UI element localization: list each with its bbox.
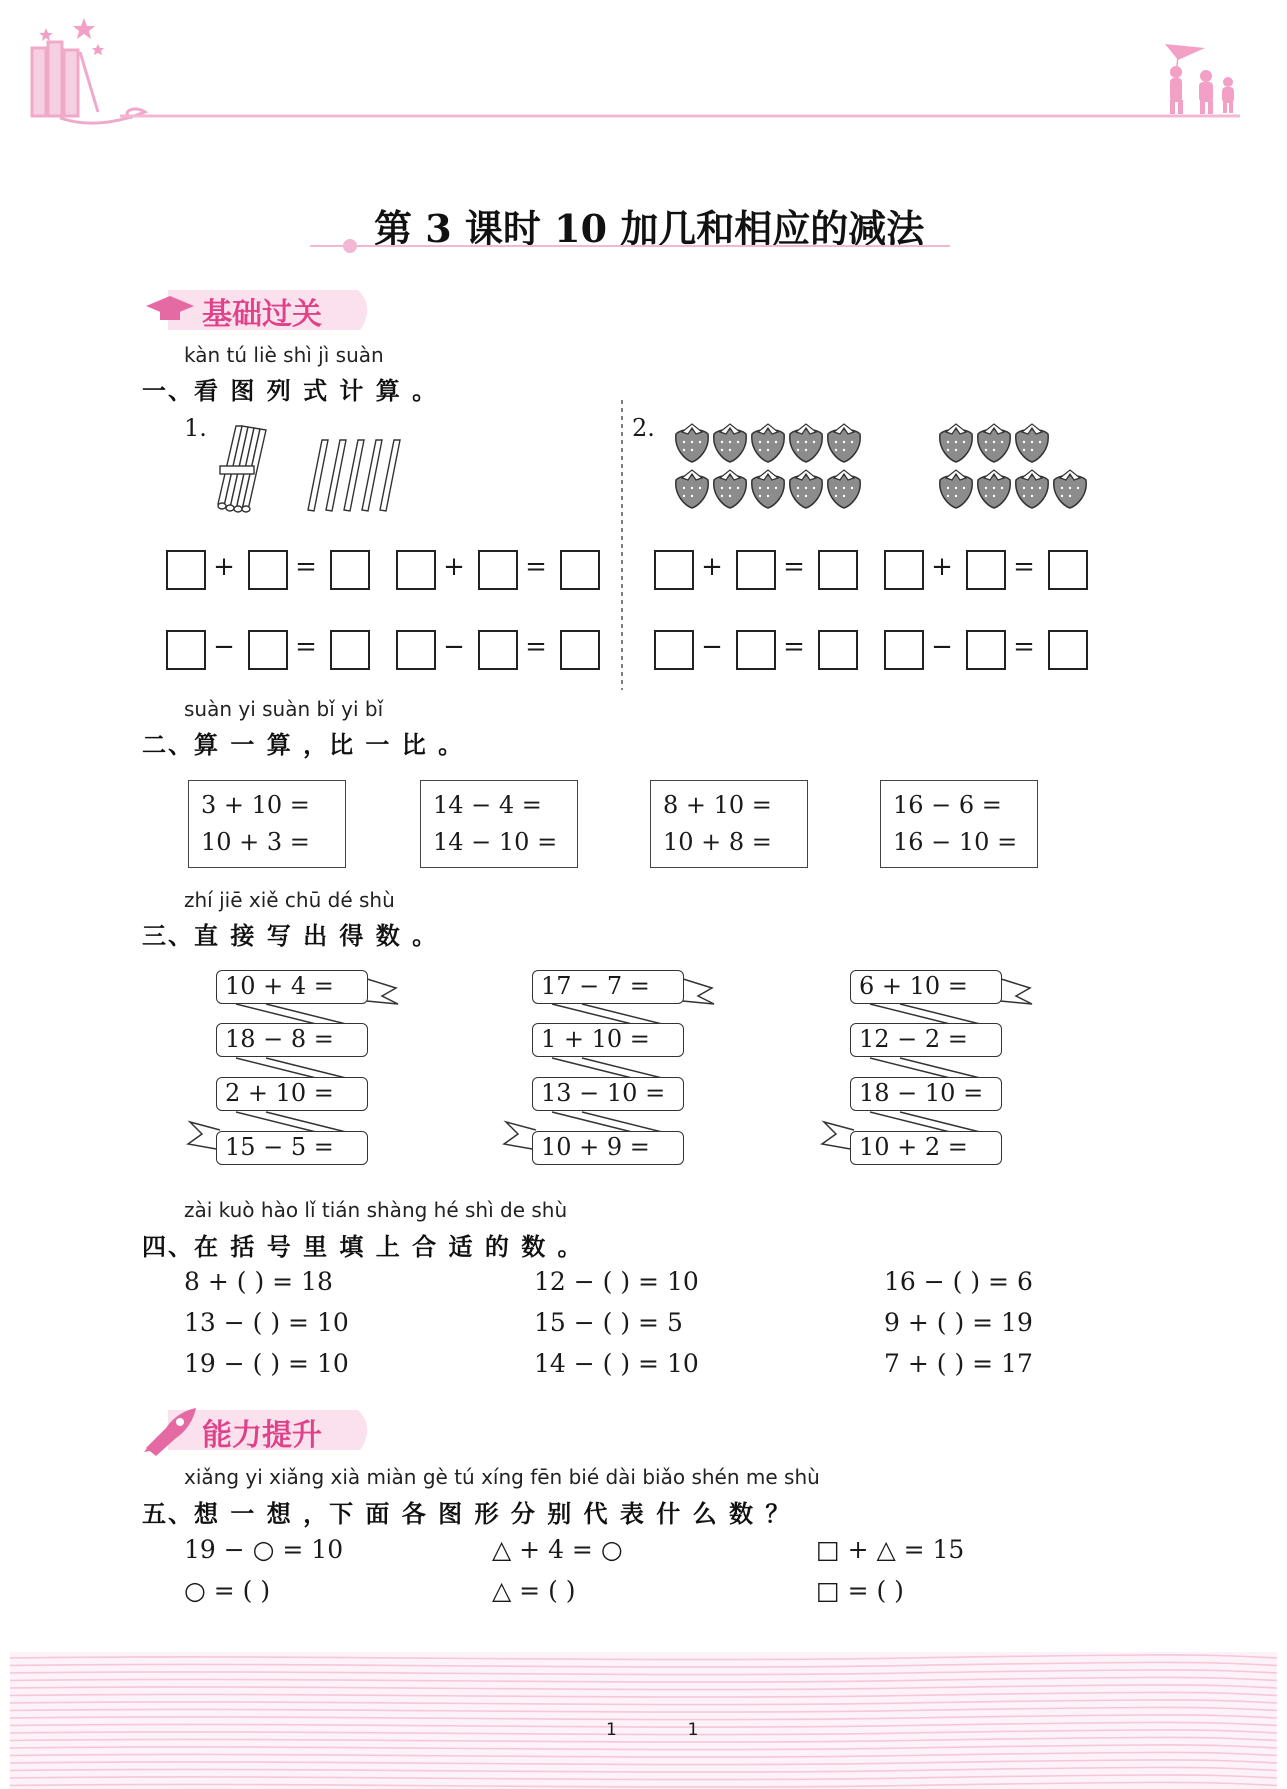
- shape-answer: ○ = ( ): [184, 1576, 271, 1605]
- operator-symbol: −: [931, 632, 953, 662]
- children-kite-icon: [1165, 44, 1234, 114]
- shape-equation: □ + △ = 15: [816, 1535, 965, 1564]
- q2-title: 二、算 一 算 ，比 一 比 。: [142, 731, 465, 759]
- ribbon-eq: 13 − 10 =: [532, 1077, 684, 1111]
- q4-title: 四、在 括 号 里 填 上 合 适 的 数 。: [142, 1233, 584, 1261]
- strawberry-icon: [940, 424, 972, 462]
- compare-eq: 14 − 10 =: [433, 828, 558, 856]
- fill-blank-eq: 7 + ( ) = 17: [884, 1349, 1033, 1378]
- strawberry-icon: [1016, 424, 1048, 462]
- book-logo-icon: [32, 42, 145, 123]
- q1-part1-label: 1.: [184, 414, 207, 442]
- q5-title: 五、想 一 想 ，下 面 各 图 形 分 别 代 表 什 么 数 ？: [142, 1500, 792, 1528]
- ribbon-eq: 6 + 10 =: [850, 970, 1002, 1004]
- ribbon-eq: 10 + 9 =: [532, 1131, 684, 1165]
- compare-eq: 3 + 10 =: [201, 791, 310, 819]
- strawberry-icon: [940, 470, 972, 508]
- strawberry-icon: [1016, 470, 1048, 508]
- answer-box[interactable]: [818, 550, 858, 590]
- compare-box-4: [880, 780, 1038, 868]
- answer-box[interactable]: [560, 550, 600, 590]
- q1-pinyin: kàn tú liè shì jì suàn: [184, 343, 384, 367]
- lesson-title: 第 3 课时 10 加几和相应的减法: [374, 206, 925, 251]
- answer-box[interactable]: [966, 550, 1006, 590]
- strawberry-icon: [714, 424, 746, 462]
- compare-eq: 10 + 8 =: [663, 828, 772, 856]
- strawberries-icon: [670, 414, 1090, 514]
- answer-box[interactable]: [248, 550, 288, 590]
- fill-blank-eq: 13 − ( ) = 10: [184, 1308, 349, 1337]
- section-title-advanced: 能力提升: [202, 1418, 322, 1453]
- equals-symbol: =: [295, 632, 317, 662]
- equals-symbol: =: [525, 632, 547, 662]
- equals-symbol: =: [525, 552, 547, 582]
- ribbon-eq: 15 − 5 =: [216, 1131, 368, 1165]
- fill-blank-eq: 9 + ( ) = 19: [884, 1308, 1033, 1337]
- fill-blank-eq: 14 − ( ) = 10: [534, 1349, 699, 1378]
- equals-symbol: =: [783, 632, 805, 662]
- strawberry-icon: [714, 470, 746, 508]
- strawberry-icon: [752, 424, 784, 462]
- equals-symbol: =: [1013, 552, 1035, 582]
- fill-blank-eq: 12 − ( ) = 10: [534, 1267, 699, 1296]
- dashed-divider: [620, 400, 624, 690]
- ribbon-eq: 17 − 7 =: [532, 970, 684, 1004]
- ribbon-eq: 10 + 2 =: [850, 1131, 1002, 1165]
- shape-equation: △ + 4 = ○: [492, 1535, 623, 1564]
- answer-box[interactable]: [884, 630, 924, 670]
- compare-eq: 10 + 3 =: [201, 828, 310, 856]
- compare-box-1: [188, 780, 346, 868]
- operator-symbol: +: [701, 552, 723, 582]
- q4-pinyin: zài kuò hào lǐ tián shàng hé shì de shù: [184, 1198, 568, 1222]
- strawberry-icon: [828, 424, 860, 462]
- ribbon-eq: 2 + 10 =: [216, 1077, 368, 1111]
- ribbon-eq: 12 − 2 =: [850, 1023, 1002, 1057]
- strawberry-icon: [828, 470, 860, 508]
- title-underline: [300, 236, 960, 256]
- strawberry-icon: [1054, 470, 1086, 508]
- answer-box[interactable]: [396, 630, 436, 670]
- page-number: 1 1: [606, 1720, 719, 1740]
- operator-symbol: +: [443, 552, 465, 582]
- answer-box[interactable]: [654, 630, 694, 670]
- strawberry-icon: [978, 470, 1010, 508]
- compare-eq: 16 − 6 =: [893, 791, 1002, 819]
- answer-box[interactable]: [478, 630, 518, 670]
- fill-blank-eq: 16 − ( ) = 6: [884, 1267, 1033, 1296]
- answer-box[interactable]: [818, 630, 858, 670]
- ribbon-eq: 10 + 4 =: [216, 970, 368, 1004]
- strawberry-icon: [676, 424, 708, 462]
- equals-symbol: =: [295, 552, 317, 582]
- answer-box[interactable]: [166, 630, 206, 670]
- answer-box[interactable]: [736, 630, 776, 670]
- ribbon-eq: 1 + 10 =: [532, 1023, 684, 1057]
- compare-eq: 8 + 10 =: [663, 791, 772, 819]
- shape-equation: 19 − ○ = 10: [184, 1535, 344, 1564]
- strawberry-icon: [978, 424, 1010, 462]
- q3-pinyin: zhí jiē xiě chū dé shù: [184, 888, 395, 912]
- operator-symbol: −: [701, 632, 723, 662]
- answer-box[interactable]: [330, 630, 370, 670]
- strawberry-icon: [752, 470, 784, 508]
- sticks-bundle-icon: [208, 418, 408, 518]
- section-title-basic: 基础过关: [202, 297, 322, 332]
- fill-blank-eq: 19 − ( ) = 10: [184, 1349, 349, 1378]
- q2-pinyin: suàn yi suàn bǐ yi bǐ: [184, 697, 384, 721]
- operator-symbol: −: [213, 632, 235, 662]
- compare-eq: 16 − 10 =: [893, 828, 1018, 856]
- ribbon-eq: 18 − 10 =: [850, 1077, 1002, 1111]
- answer-box[interactable]: [736, 550, 776, 590]
- answer-box[interactable]: [654, 550, 694, 590]
- compare-eq: 14 − 4 =: [433, 791, 542, 819]
- strawberry-icon: [676, 470, 708, 508]
- strawberry-icon: [790, 424, 822, 462]
- fill-blank-eq: 8 + ( ) = 18: [184, 1267, 333, 1296]
- fill-blank-eq: 15 − ( ) = 5: [534, 1308, 683, 1337]
- answer-box[interactable]: [330, 550, 370, 590]
- answer-box[interactable]: [478, 550, 518, 590]
- answer-box[interactable]: [560, 630, 600, 670]
- answer-box[interactable]: [1048, 630, 1088, 670]
- q5-pinyin: xiǎng yi xiǎng xià miàn gè tú xíng fēn bié dài biǎo shén me shù: [184, 1465, 820, 1489]
- answer-box[interactable]: [166, 550, 206, 590]
- operator-symbol: −: [443, 632, 465, 662]
- operator-symbol: +: [931, 552, 953, 582]
- answer-box[interactable]: [884, 550, 924, 590]
- strawberry-icon: [790, 470, 822, 508]
- compare-box-2: [420, 780, 578, 868]
- answer-box[interactable]: [966, 630, 1006, 670]
- equals-symbol: =: [783, 552, 805, 582]
- q1-part2-label: 2.: [632, 414, 655, 442]
- answer-box[interactable]: [248, 630, 288, 670]
- q1-title: 一、看 图 列 式 计 算 。: [142, 377, 439, 405]
- equals-symbol: =: [1013, 632, 1035, 662]
- shape-answer: △ = ( ): [492, 1576, 576, 1605]
- answer-box[interactable]: [396, 550, 436, 590]
- q3-title: 三、直 接 写 出 得 数 。: [142, 922, 439, 950]
- ribbon-eq: 18 − 8 =: [216, 1023, 368, 1057]
- operator-symbol: +: [213, 552, 235, 582]
- header-decoration: [0, 0, 1287, 140]
- answer-box[interactable]: [1048, 550, 1088, 590]
- shape-answer: □ = ( ): [816, 1576, 904, 1605]
- compare-box-3: [650, 780, 808, 868]
